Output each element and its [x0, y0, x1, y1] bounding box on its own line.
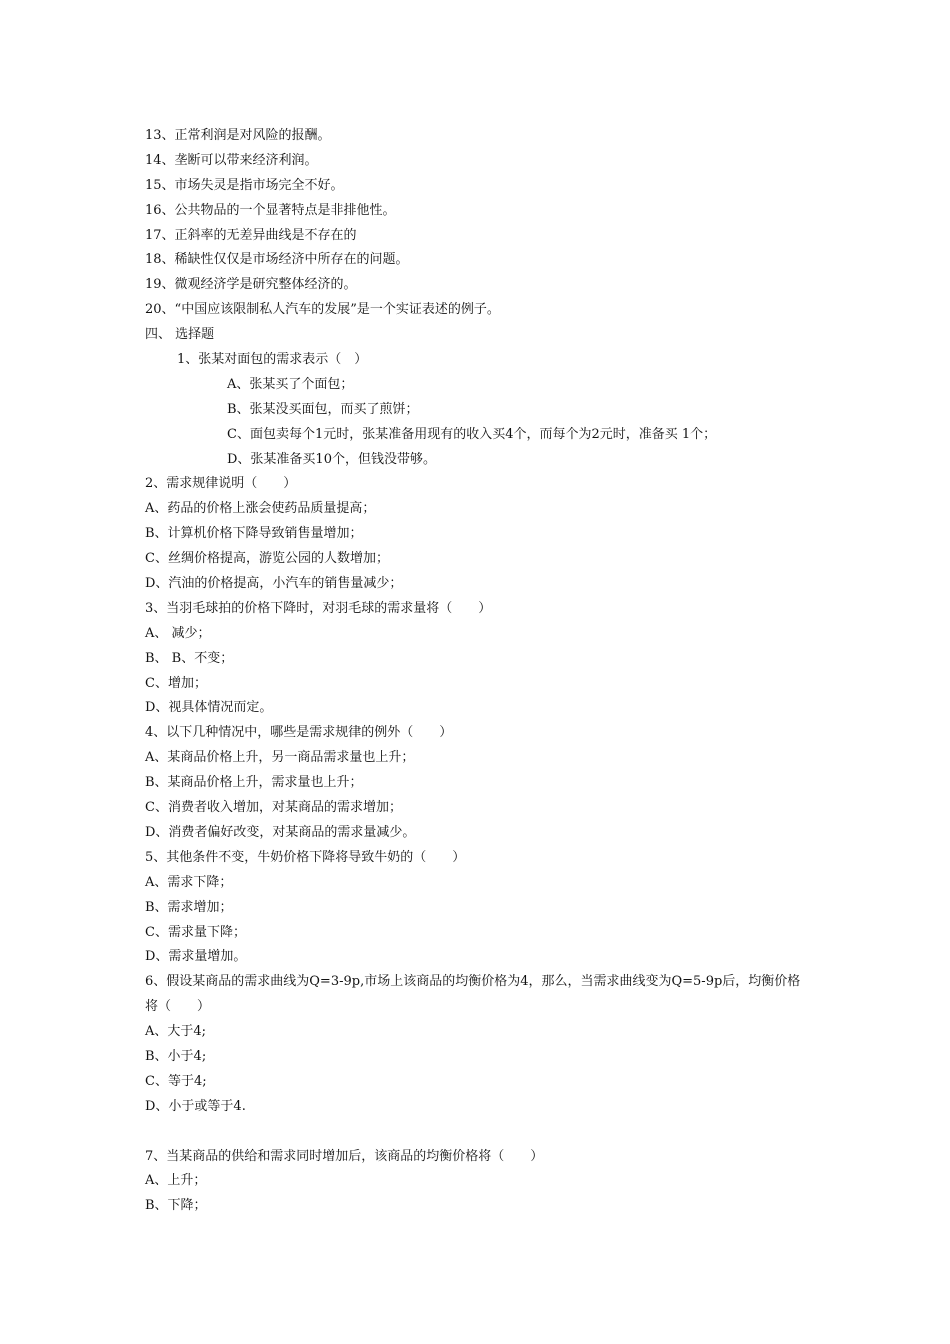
question-3-stem: 3、当羽毛球拍的价格下降时，对羽毛球的需求量将（ ） [145, 600, 492, 616]
question-1-stem: 1、张某对面包的需求表示（ ） [177, 352, 368, 368]
question-2-option-a: A、药品的价格上涨会使药品质量提高； [145, 501, 376, 517]
question-4-option-b: B、某商品价格上升，需求量也上升； [145, 775, 363, 791]
question-5-stem: 5、其他条件不变，牛奶价格下降将导致牛奶的（ ） [145, 849, 466, 865]
question-1-option-a: A、张某买了个面包； [227, 376, 354, 392]
statement-16: 16、公共物品的一个显著特点是非排他性。 [145, 202, 396, 218]
question-2-option-b: B、计算机价格下降导致销售量增加； [145, 526, 363, 542]
question-5-option-a: A、需求下降； [145, 874, 233, 890]
question-2-option-c: C、丝绸价格提高，游览公园的人数增加； [145, 551, 389, 567]
document-body [145, 124, 825, 1219]
statement-19: 19、微观经济学是研究整体经济的。 [145, 277, 357, 293]
question-6-option-c: C、等于4; [145, 1073, 207, 1089]
question-1-option-c: C、面包卖每个1元时，张某准备用现有的收入买4个，而每个为2元时，准备买 1个； [227, 426, 717, 442]
question-6-option-d: D、小于或等于4. [145, 1098, 246, 1114]
question-3-option-d: D、视具体情况而定。 [145, 700, 273, 716]
question-7-option-a: A、上升； [145, 1173, 207, 1189]
statement-15: 15、市场失灵是指市场完全不好。 [145, 177, 344, 193]
question-7-stem: 7、当某商品的供给和需求同时增加后，该商品的均衡价格将（ ） [145, 1148, 544, 1164]
question-1-option-b: B、张某没买面包，而买了煎饼； [227, 401, 419, 417]
question-5-option-c: C、需求量下降； [145, 924, 246, 940]
question-5-option-d: D、需求量增加。 [145, 949, 247, 965]
statement-20: 20、“中国应该限制私人汽车的发展”是一个实证表述的例子。 [145, 302, 500, 318]
question-4-option-a: A、某商品价格上升，另一商品需求量也上升； [145, 750, 415, 766]
question-4-option-d: D、消费者偏好改变，对某商品的需求量减少。 [145, 824, 416, 840]
question-5-option-b: B、需求增加； [145, 899, 233, 915]
question-1-option-d: D、张某准备买10个，但钱没带够。 [227, 451, 436, 467]
question-3-option-c: C、增加； [145, 675, 207, 691]
question-4-option-c: C、消费者收入增加，对某商品的需求增加； [145, 800, 402, 816]
question-3-option-b: B、 B、不变； [145, 650, 234, 666]
question-6-stem: 6、假设某商品的需求曲线为Q=3-9p,市场上该商品的均衡价格为4，那么，当需求曲线变为Q=5-9p后，均衡价格将（ ） [145, 974, 801, 1015]
question-7-option-b: B、下降； [145, 1198, 207, 1214]
statement-18: 18、稀缺性仅仅是市场经济中所存在的问题。 [145, 252, 409, 268]
section-heading-choice: 四、 选择题 [145, 327, 215, 343]
statement-17: 17、正斜率的无差异曲线是不存在的 [145, 227, 357, 243]
question-2-stem: 2、需求规律说明（ ） [145, 476, 297, 492]
question-6-option-a: A、大于4; [145, 1024, 207, 1040]
question-3-option-a: A、 减少； [145, 625, 211, 641]
statement-14: 14、垄断可以带来经济利润。 [145, 152, 318, 168]
statement-13: 13、正常利润是对风险的报酬。 [145, 128, 331, 143]
question-4-stem: 4、以下几种情况中，哪些是需求规律的例外（ ） [145, 725, 453, 741]
question-2-option-d: D、汽油的价格提高，小汽车的销售量减少； [145, 576, 403, 592]
question-6-option-b: B、小于4; [145, 1048, 207, 1064]
blank-line [145, 1120, 825, 1145]
